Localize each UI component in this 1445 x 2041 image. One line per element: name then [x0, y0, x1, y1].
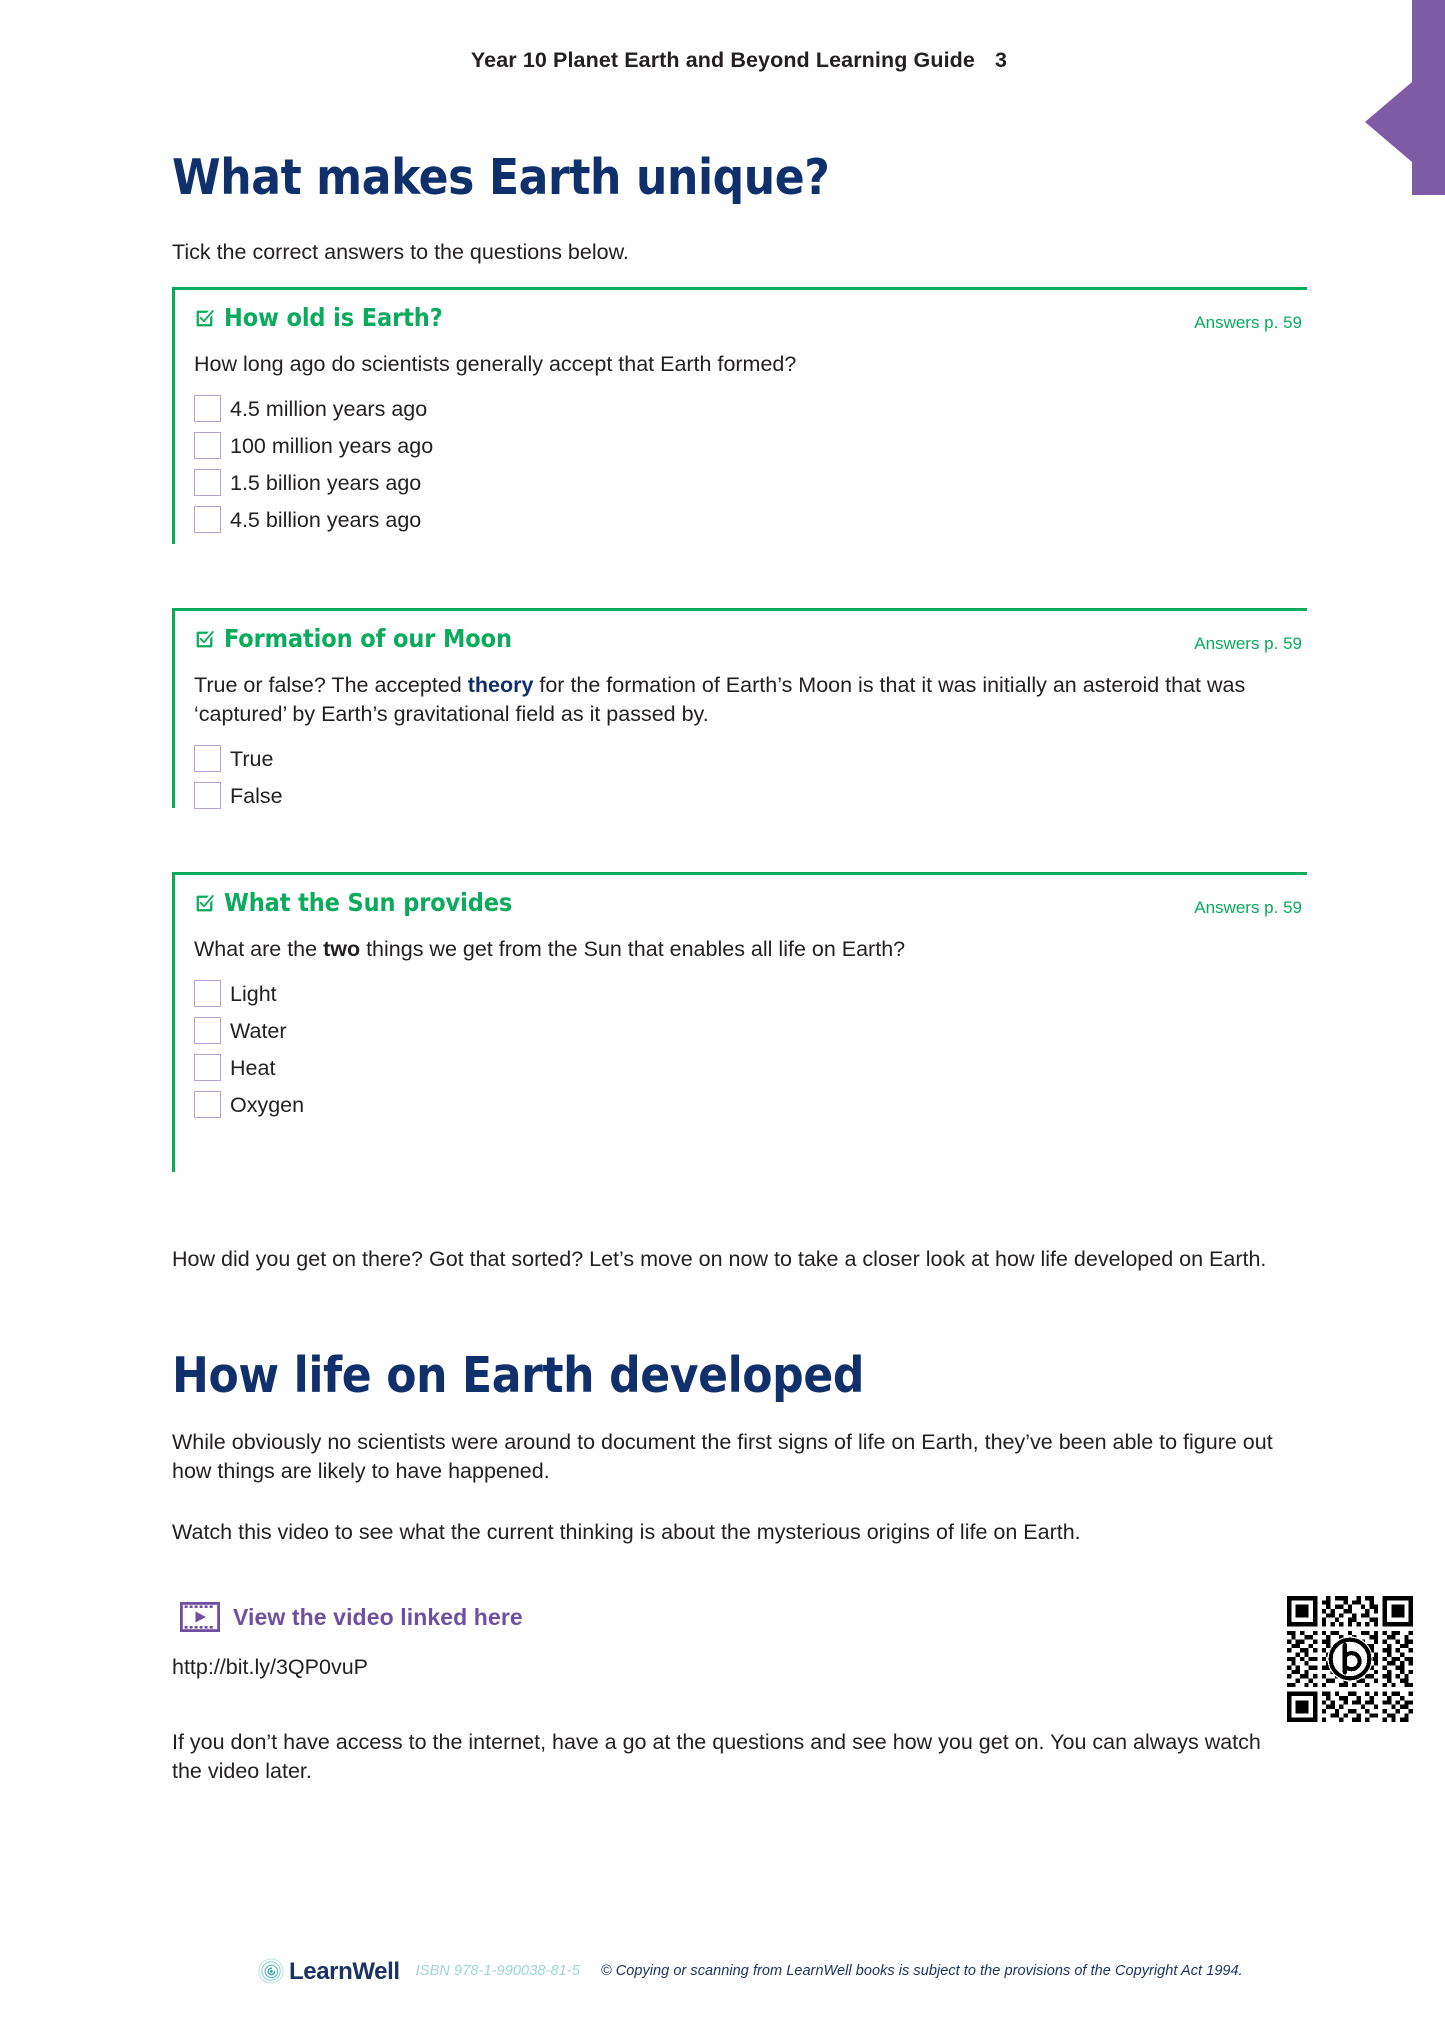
- option-checkbox[interactable]: [194, 432, 221, 459]
- copyright-notice: © Copying or scanning from LearnWell books is subject to the provisions of the Copyright Act 1994.: [600, 1963, 1243, 1979]
- running-head: [0, 48, 1007, 73]
- question-header-left: [194, 624, 512, 653]
- qr-code[interactable]: [1287, 1596, 1413, 1722]
- option-label: 1.5 billion years ago: [230, 470, 422, 495]
- option-row[interactable]: [194, 1012, 1307, 1049]
- prompt-text-after: things we get from the Sun that enables all life on Earth?: [360, 937, 906, 961]
- prompt-text-before: True or false? The accepted: [194, 673, 468, 697]
- question-prompt: [194, 935, 1307, 964]
- isbn-text: ISBN 978-1-990038-81-5: [415, 1963, 580, 1979]
- option-checkbox[interactable]: [194, 745, 221, 772]
- video-url: http://bit.ly/3QP0vuP: [172, 1655, 368, 1679]
- option-row[interactable]: [194, 1086, 1307, 1123]
- question-title: How old is Earth?: [224, 303, 443, 332]
- prompt-text-after: for the formation of Earth’s Moon is that it was initially an asteroid that was ‘captured’ by Earth’s gravitational field as it passed by.: [194, 673, 1246, 727]
- option-label: 4.5 million years ago: [230, 396, 428, 421]
- option-checkbox[interactable]: [194, 395, 221, 422]
- learnwell-spiral-logo-icon: [258, 1958, 284, 1984]
- section1-closing-paragraph: How did you get on there? Got that sorted? Let’s move on now to take a closer look at how life developed on Earth.: [172, 1247, 1267, 1271]
- option-label: Water: [230, 1018, 287, 1043]
- running-head-title: Year 10 Planet Earth and Beyond Learning Guide: [470, 48, 975, 72]
- question-header-left: [194, 888, 512, 917]
- learnwell-wordmark: LearnWell: [289, 1958, 400, 1985]
- option-row[interactable]: [194, 740, 1307, 777]
- section1-lede: Tick the correct answers to the questions below.: [172, 240, 629, 264]
- question-block-formation-of-our-moon: [172, 608, 1307, 808]
- option-row[interactable]: [194, 501, 1307, 538]
- video-link[interactable]: [180, 1602, 523, 1632]
- option-label: 4.5 billion years ago: [230, 507, 422, 532]
- option-checkbox[interactable]: [194, 1017, 221, 1044]
- option-label: True: [230, 747, 274, 772]
- question-title: What the Sun provides: [224, 888, 513, 917]
- question-block-how-old-is-earth: [172, 287, 1307, 544]
- option-row[interactable]: [194, 777, 1307, 814]
- video-link-label: View the video linked here: [233, 1603, 523, 1630]
- question-block-what-the-sun-provides: [172, 872, 1307, 1172]
- option-label: Light: [230, 981, 277, 1006]
- purple-edge-accent-bar: [1330, 0, 1445, 195]
- question-header: [194, 875, 1307, 918]
- option-list: [194, 975, 1307, 1123]
- option-row[interactable]: [194, 390, 1307, 427]
- answers-reference: Answers p. 59: [1194, 634, 1302, 653]
- page-number: 3: [994, 48, 1007, 72]
- option-checkbox[interactable]: [194, 1091, 221, 1118]
- option-list: [194, 740, 1307, 814]
- section2-paragraph-c: If you don’t have access to the internet, have a go at the questions and see how you get on. You can always watch the video later.: [172, 1730, 1261, 1784]
- emphasis-word: two: [323, 937, 361, 961]
- option-row[interactable]: [194, 427, 1307, 464]
- option-label: False: [230, 784, 283, 809]
- film-play-icon: [180, 1602, 220, 1632]
- option-row[interactable]: [194, 1049, 1307, 1086]
- option-checkbox[interactable]: [194, 782, 221, 809]
- page-footer: [258, 1957, 1243, 1985]
- prompt-text-before: What are the: [194, 937, 324, 961]
- answers-reference: Answers p. 59: [1194, 313, 1302, 332]
- option-label: 100 million years ago: [230, 433, 434, 458]
- option-checkbox[interactable]: [194, 506, 221, 533]
- glossary-term[interactable]: theory: [467, 673, 534, 697]
- option-checkbox[interactable]: [194, 980, 221, 1007]
- option-row[interactable]: [194, 464, 1307, 501]
- question-title: Formation of our Moon: [224, 624, 512, 653]
- option-checkbox[interactable]: [194, 1054, 221, 1081]
- question-prompt: How long ago do scientists generally accept that Earth formed?: [194, 352, 797, 376]
- question-prompt: [194, 671, 1307, 729]
- option-label: Oxygen: [230, 1092, 305, 1117]
- checkbox-tick-icon: [194, 629, 215, 650]
- checkbox-tick-icon: [194, 893, 215, 914]
- qr-code-image: [1287, 1596, 1413, 1722]
- checkbox-tick-icon: [194, 308, 215, 329]
- answers-reference: Answers p. 59: [1194, 898, 1302, 917]
- option-checkbox[interactable]: [194, 469, 221, 496]
- question-header: [194, 611, 1307, 654]
- section2-title: How life on Earth developed: [172, 1347, 864, 1404]
- section2-paragraph-b: Watch this video to see what the current thinking is about the mysterious origins of life on Earth.: [172, 1520, 1081, 1544]
- section2-paragraph-a: While obviously no scientists were around to document the first signs of life on Earth, they’ve been able to figure out how things are likely to have happened.: [172, 1430, 1273, 1484]
- option-label: Heat: [230, 1055, 276, 1080]
- question-header-left: [194, 303, 443, 332]
- question-header: [194, 290, 1307, 333]
- page-title: What makes Earth unique?: [172, 149, 830, 206]
- option-row[interactable]: [194, 975, 1307, 1012]
- option-list: [194, 390, 1307, 538]
